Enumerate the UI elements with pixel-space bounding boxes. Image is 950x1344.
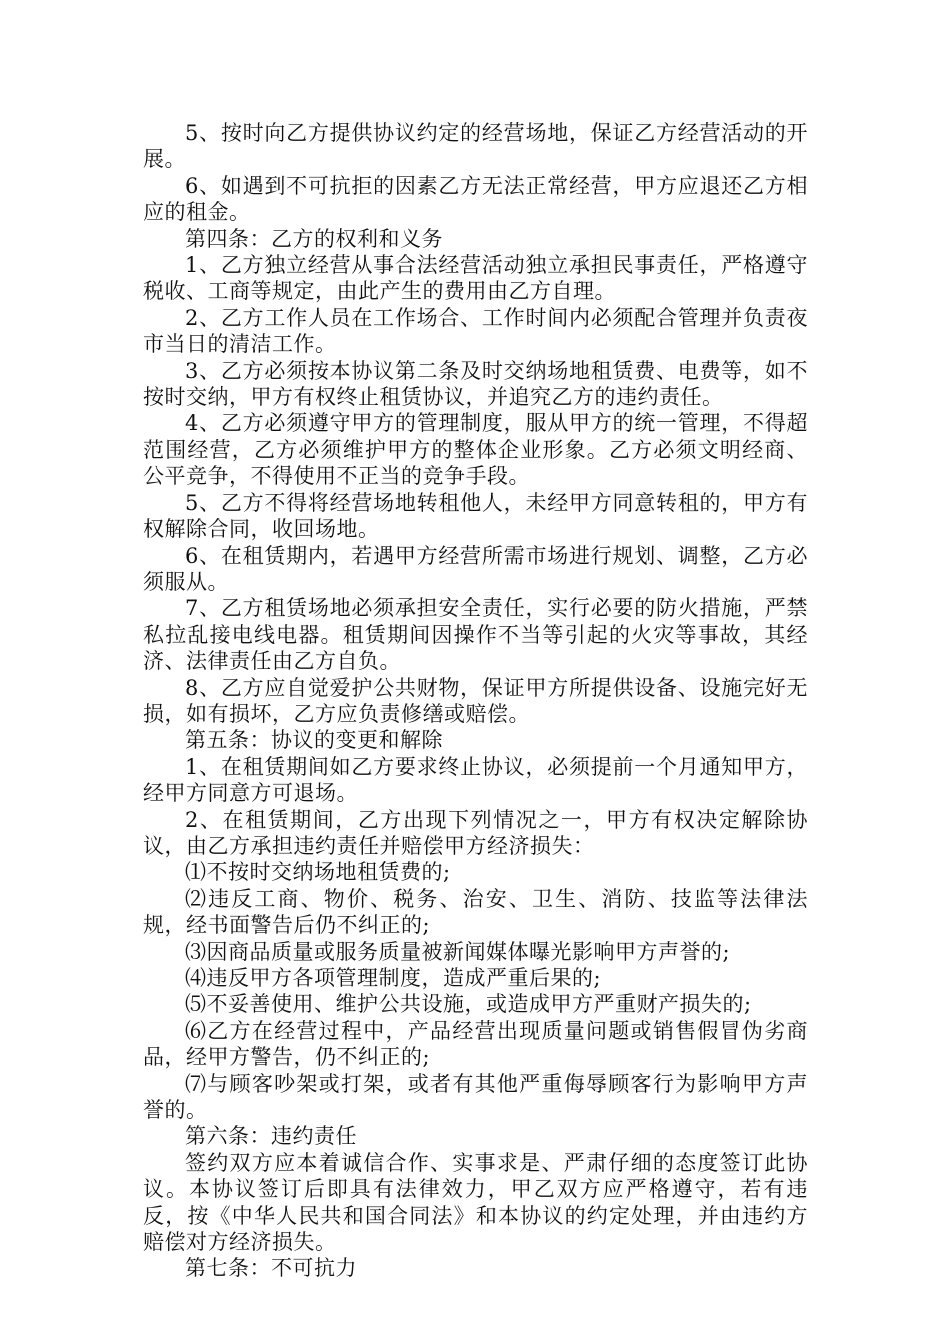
clause-4-item-6: 6、在租赁期内，若遇甲方经营所需市场进行规划、调整，乙方必须服从。 bbox=[143, 543, 808, 594]
clause-5-item-2: 2、在租赁期间，乙方出现下列情况之一，甲方有权决定解除协议，由乙方承担违约责任并赔偿甲方经济损失： bbox=[143, 807, 808, 858]
clause-3-item-6: 6、如遇到不可抗拒的因素乙方无法正常经营，甲方应退还乙方相应的租金。 bbox=[143, 173, 808, 225]
article-5-heading: 第五条：协议的变更和解除 bbox=[185, 728, 443, 753]
clause-4-item-8: 8、乙方应自觉爱护公共财物，保证甲方所提供设备、设施完好无损，如有损坏，乙方应负责修缮或赔偿。 bbox=[143, 675, 808, 726]
clause-5-item-1: 1、在租赁期间如乙方要求终止协议，必须提前一个月通知甲方，经甲方同意方可退场。 bbox=[143, 754, 808, 806]
clause-5-sub-2: ⑵违反工商、物价、税务、治安、卫生、消防、技监等法律法规，经书面警告后仍不纠正的; bbox=[143, 886, 808, 938]
clause-5-sub-1: ⑴不按时交纳场地租赁费的; bbox=[185, 860, 451, 885]
clause-5-sub-7: ⑺与顾客吵架或打架，或者有其他严重侮辱顾客行为影响甲方声誉的。 bbox=[143, 1071, 808, 1123]
clause-4-item-5: 5、乙方不得将经营场地转租他人，未经甲方同意转租的，甲方有权解除合同，收回场地。 bbox=[143, 490, 808, 542]
article-7-heading: 第七条：不可抗力 bbox=[185, 1256, 357, 1281]
article-6-heading: 第六条：违约责任 bbox=[185, 1124, 357, 1149]
clause-4-item-7: 7、乙方租赁场地必须承担安全责任，实行必要的防火措施，严禁私拉乱接电线电器。租赁期间因操作不当等引起的火灾等事故，其经济、法律责任由乙方自负。 bbox=[143, 596, 808, 674]
clause-4-item-4: 4、乙方必须遵守甲方的管理制度，服从甲方的统一管理，不得超范围经营，乙方必须维护甲方的整体企业形象。乙方必须文明经商、公平竞争，不得使用不正当的竞争手段。 bbox=[143, 411, 808, 489]
article-4-heading: 第四条：乙方的权利和义务 bbox=[185, 226, 443, 251]
clause-3-item-5: 5、按时向乙方提供协议约定的经营场地，保证乙方经营活动的开展。 bbox=[143, 121, 808, 172]
clause-5-sub-3: ⑶因商品质量或服务质量被新闻媒体曝光影响甲方声誉的; bbox=[185, 939, 731, 964]
document-page bbox=[143, 120, 808, 1282]
clause-4-item-3: 3、乙方必须按本协议第二条及时交纳场地租赁费、电费等，如不按时交纳，甲方有权终止租赁协议，并追究乙方的违约责任。 bbox=[143, 358, 808, 410]
clause-5-sub-6: ⑹乙方在经营过程中，产品经营出现质量问题或销售假冒伪劣商品，经甲方警告，仍不纠正的; bbox=[143, 1018, 808, 1070]
clause-4-item-1: 1、乙方独立经营从事合法经营活动独立承担民事责任，严格遵守税收、工商等规定，由此产生的费用由乙方自理。 bbox=[143, 253, 808, 304]
clause-6-body: 签约双方应本着诚信合作、实事求是、严肃仔细的态度签订此协议。本协议签订后即具有法律效力，甲乙双方应严格遵守，若有违反，按《中华人民共和国合同法》和本协议的约定处理，并由违约方赔偿对方经济损失。 bbox=[143, 1150, 808, 1255]
clause-5-sub-4: ⑷违反甲方各项管理制度，造成严重后果的; bbox=[185, 966, 602, 990]
clause-4-item-2: 2、乙方工作人员在工作场合、工作时间内必须配合管理并负责夜市当日的清洁工作。 bbox=[143, 305, 808, 357]
clause-5-sub-5: ⑸不妥善使用、维护公共设施，或造成甲方严重财产损失的; bbox=[185, 992, 752, 1017]
